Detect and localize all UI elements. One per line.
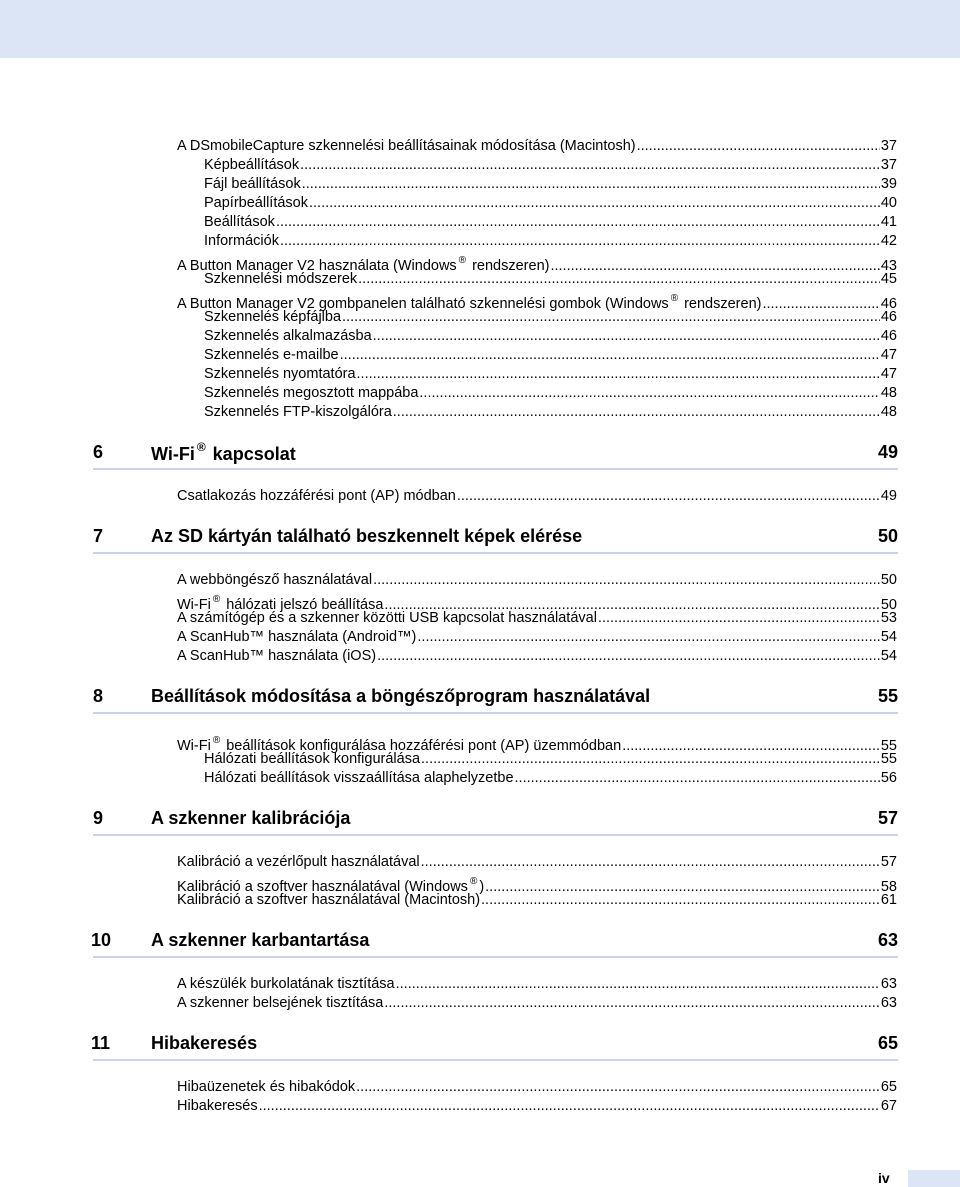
entry-title: A DSmobileCapture szkennelési beállításainak módosítása (Macintosh) <box>177 138 636 154</box>
entry-page: 46 <box>880 328 897 344</box>
toc-entry[interactable] <box>177 289 897 312</box>
entry-page: 61 <box>880 892 897 908</box>
entry-page: 46 <box>880 309 897 325</box>
chapter-number: 6 <box>93 442 104 462</box>
chapter-number: 8 <box>93 686 104 706</box>
entry-page: 42 <box>880 233 897 249</box>
entry-page: 54 <box>880 629 897 645</box>
entry-page: 43 <box>880 258 897 274</box>
toc-entry[interactable] <box>177 1078 897 1097</box>
chapter-page: 63 <box>877 930 898 950</box>
toc-entry[interactable] <box>177 1097 897 1116</box>
dot-leader <box>393 403 880 422</box>
toc-entry[interactable] <box>204 213 897 232</box>
toc-entry[interactable] <box>177 251 897 274</box>
entry-title: Hibakeresés <box>177 1098 258 1114</box>
entry-page: 50 <box>880 597 897 613</box>
dot-leader <box>373 571 880 590</box>
entry-page: 48 <box>880 404 897 420</box>
entry-title: Kalibráció a vezérlőpult használatával <box>177 854 420 870</box>
toc-entry[interactable] <box>177 731 897 754</box>
registered-mark: ® <box>458 255 467 266</box>
entry-page: 67 <box>880 1098 897 1114</box>
entry-page: 41 <box>880 214 897 230</box>
dot-leader <box>356 1078 880 1097</box>
entry-page: 50 <box>880 572 897 588</box>
entry-title: A Button Manager V2 használata (Windows ® rendszeren) <box>177 255 550 274</box>
toc-entry[interactable] <box>177 975 897 994</box>
chapter-title: Hibakeresés <box>151 1033 258 1053</box>
toc-entry[interactable] <box>177 590 897 613</box>
chapter-heading[interactable] <box>93 1028 898 1061</box>
chapter-heading[interactable] <box>93 681 898 714</box>
entry-title: Papírbeállítások <box>204 195 308 211</box>
entry-title: Beállítások <box>204 214 275 230</box>
toc-entry[interactable] <box>177 609 897 628</box>
entry-page: 55 <box>880 738 897 754</box>
entry-title: Szkennelés képfájlba <box>204 309 342 325</box>
entry-title: Képbeállítások <box>204 157 300 173</box>
entry-title: Szkennelés megosztott mappába <box>204 385 419 401</box>
chapter-number: 10 <box>91 930 112 950</box>
toc-entry[interactable] <box>204 384 897 403</box>
toc-entry[interactable] <box>177 137 897 156</box>
entry-title: Szkennelés nyomtatóra <box>204 366 356 382</box>
header-band <box>0 0 960 58</box>
toc-entry[interactable] <box>177 571 897 590</box>
entry-page: 39 <box>880 176 897 192</box>
entry-title: Hálózati beállítások konfigurálása <box>204 751 421 767</box>
entry-page: 65 <box>880 1079 897 1095</box>
chapter-title: Beállítások módosítása a böngészőprogram használatával <box>151 686 651 706</box>
toc-entry[interactable] <box>177 628 897 647</box>
chapter-heading[interactable] <box>93 803 898 836</box>
dot-leader <box>300 156 880 175</box>
entry-title: Kalibráció a szoftver használatával (Macintosh) <box>177 892 481 908</box>
chapter-title: Az SD kártyán található beszkennelt képek elérése <box>151 526 583 546</box>
entry-page: 37 <box>880 157 897 173</box>
entry-page: 37 <box>880 138 897 154</box>
chapter-heading[interactable] <box>93 521 898 554</box>
entry-title: A ScanHub™ használata (Android™) <box>177 629 417 645</box>
chapter-page: 57 <box>877 808 898 828</box>
registered-mark: ® <box>670 293 679 304</box>
entry-title: Hálózati beállítások visszaállítása alaphelyzetbe <box>204 770 514 786</box>
dot-leader <box>342 308 880 327</box>
toc-entry[interactable] <box>204 365 897 384</box>
entry-title: Kalibráció a szoftver használatával (Windows ® ) <box>177 876 485 895</box>
footer-band <box>908 1170 960 1187</box>
dot-leader <box>417 628 879 647</box>
toc-entry[interactable] <box>204 403 897 422</box>
dot-leader <box>637 137 880 156</box>
toc-entry[interactable] <box>177 994 897 1013</box>
entry-title: Szkennelés alkalmazásba <box>204 328 372 344</box>
dot-leader <box>481 891 880 910</box>
toc-entry[interactable] <box>204 194 897 213</box>
page-number: iv <box>878 1170 890 1186</box>
dot-leader <box>421 853 880 872</box>
entry-title: A szkenner belsejének tisztítása <box>177 995 384 1011</box>
entry-page: 49 <box>880 488 897 504</box>
entry-title: A számítógép és a szkenner közötti USB kapcsolat használatával <box>177 610 597 626</box>
dot-leader <box>357 365 880 384</box>
chapter-title: A szkenner karbantartása <box>151 930 370 950</box>
entry-title: Csatlakozás hozzáférési pont (AP) módban <box>177 488 456 504</box>
registered-mark: ® <box>212 594 221 605</box>
entry-page: 56 <box>880 770 897 786</box>
entry-title: Hibaüzenetek és hibakódok <box>177 1079 356 1095</box>
entry-title: Wi-Fi ® beállítások konfigurálása hozzáférési pont (AP) üzemmódban <box>177 735 622 754</box>
dot-leader <box>340 346 880 365</box>
registered-mark: ® <box>196 440 206 454</box>
entry-page: 46 <box>880 296 897 312</box>
entry-title: Szkennelés e-mailbe <box>204 347 339 363</box>
entry-title: A ScanHub™ használata (iOS) <box>177 648 377 664</box>
entry-title: A webböngésző használatával <box>177 572 373 588</box>
registered-mark: ® <box>469 876 478 887</box>
entry-title: Információk <box>204 233 279 249</box>
chapter-heading[interactable] <box>93 437 898 470</box>
dot-leader <box>276 213 880 232</box>
toc-entry[interactable] <box>177 891 897 910</box>
chapter-page: 50 <box>877 526 898 546</box>
dot-leader <box>309 194 880 213</box>
entry-page: 40 <box>880 195 897 211</box>
dot-leader <box>302 175 880 194</box>
toc-entry[interactable] <box>204 156 897 175</box>
dot-leader <box>373 327 880 346</box>
entry-title: A Button Manager V2 gombpanelen található szkennelési gombok (Windows ® rendszeren) <box>177 293 762 312</box>
entry-page: 57 <box>880 854 897 870</box>
toc-entry[interactable] <box>204 327 897 346</box>
chapter-number: 7 <box>93 526 104 546</box>
toc-entry[interactable] <box>177 872 897 895</box>
toc-entry[interactable] <box>204 270 897 289</box>
chapter-number: 9 <box>93 808 104 828</box>
toc-entry[interactable] <box>204 232 897 251</box>
dot-leader <box>396 975 880 994</box>
entry-title: Szkennelési módszerek <box>204 271 358 287</box>
chapter-title: Wi-Fi ® kapcsolat <box>151 440 296 464</box>
registered-mark: ® <box>212 735 221 746</box>
entry-page: 47 <box>880 366 897 382</box>
entry-page: 58 <box>880 879 897 895</box>
entry-page: 63 <box>880 995 897 1011</box>
chapter-heading[interactable] <box>93 925 898 958</box>
toc-entry[interactable] <box>204 346 897 365</box>
entry-page: 45 <box>880 271 897 287</box>
entry-page: 55 <box>880 751 897 767</box>
dot-leader <box>259 1097 880 1116</box>
dot-leader <box>457 487 880 506</box>
entry-page: 47 <box>880 347 897 363</box>
dot-leader <box>419 384 879 403</box>
toc-entry[interactable] <box>177 647 897 666</box>
entry-page: 63 <box>880 976 897 992</box>
dot-leader <box>280 232 880 251</box>
entry-page: 54 <box>880 648 897 664</box>
dot-leader <box>421 750 880 769</box>
dot-leader <box>598 609 880 628</box>
toc-entry[interactable] <box>204 308 897 327</box>
toc-entry[interactable] <box>204 750 897 769</box>
dot-leader <box>377 647 880 666</box>
entry-title: Szkennelés FTP-kiszolgálóra <box>204 404 392 420</box>
toc-entry[interactable] <box>204 769 897 788</box>
chapter-number: 11 <box>91 1033 111 1053</box>
dot-leader <box>358 270 880 289</box>
entry-page: 48 <box>880 385 897 401</box>
toc-entry[interactable] <box>177 487 897 506</box>
entry-page: 53 <box>880 610 897 626</box>
entry-title: A készülék burkolatának tisztítása <box>177 976 395 992</box>
dot-leader <box>515 769 880 788</box>
dot-leader <box>384 994 880 1013</box>
toc-entry[interactable] <box>204 175 897 194</box>
chapter-page: 55 <box>877 686 898 706</box>
toc-entry[interactable] <box>177 853 897 872</box>
chapter-page: 49 <box>877 442 898 462</box>
entry-title: Fájl beállítások <box>204 176 301 192</box>
table-of-contents <box>0 137 960 1116</box>
entry-title: Wi-Fi ® hálózati jelszó beállítása <box>177 594 384 613</box>
chapter-title: A szkenner kalibrációja <box>151 808 351 828</box>
chapter-page: 65 <box>877 1033 898 1053</box>
